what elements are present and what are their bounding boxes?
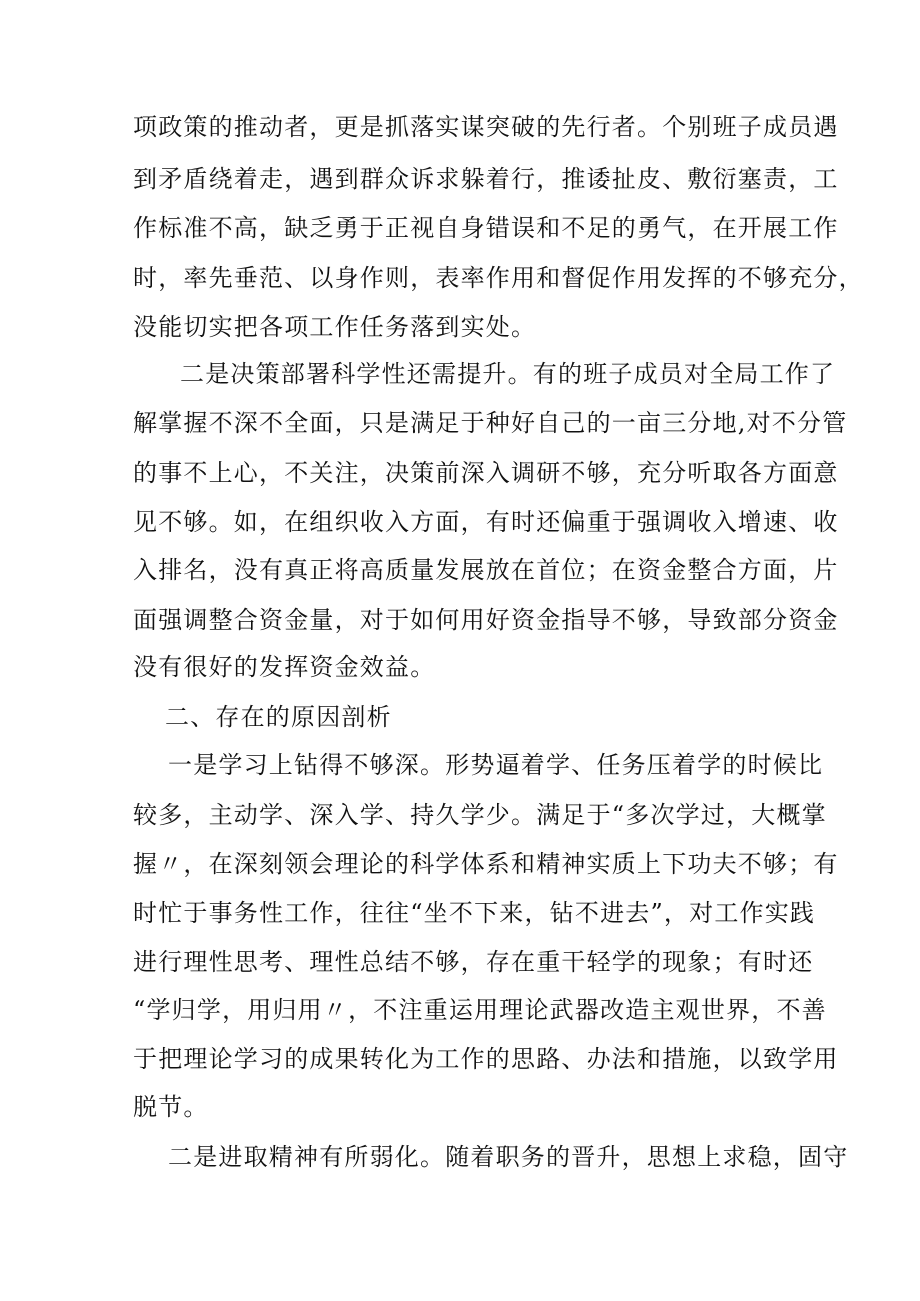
paragraph-line: 时忙于事务性工作，往往“坐不下来，钻不进去”，对工作实践 — [133, 899, 816, 927]
paragraph-line: 没能切实把各项工作任务落到实处。 — [133, 313, 537, 341]
paragraph-line: 面强调整合资金量，对于如何用好资金指导不够，导致部分资金 — [133, 606, 839, 634]
paragraph-line: 脱节。 — [133, 1093, 209, 1121]
paragraph-line: 解掌握不深不全面，只是满足于种好自己的一亩三分地,对不分管 — [133, 409, 848, 437]
paragraph-line: 到矛盾绕着走，遇到群众诉求躲着行，推诿扯皮、敷衍塞责，工 — [133, 165, 839, 193]
section-heading: 二、存在的原因剖析 — [165, 703, 392, 731]
paragraph-line: 二是决策部署科学性还需提升。有的班子成员对全局工作了 — [180, 360, 836, 388]
paragraph-line: 进行理性思考、理性总结不够，存在重干轻学的现象；有时还 — [133, 948, 814, 976]
paragraph-line: 的事不上心，不关注，决策前深入调研不够，充分听取各方面意 — [133, 459, 839, 487]
paragraph-line: 较多，主动学、深入学、持久学少。满足于“多次学过，大概掌 — [133, 801, 827, 829]
paragraph-line: 没有很好的发挥资金效益。 — [133, 653, 436, 681]
paragraph-line: 时，率先垂范、以身作则，表率作用和督促作用发挥的不够充分， — [133, 264, 864, 292]
paragraph-line: 见不够。如，在组织收入方面，有时还偏重于强调收入增速、收 — [133, 508, 839, 536]
paragraph-line: 作标准不高，缺乏勇于正视自身错误和不足的勇气，在开展工作 — [133, 214, 839, 242]
paragraph-line: 于把理论学习的成果转化为工作的思路、办法和措施，以致学用 — [133, 1045, 839, 1073]
paragraph-line: 握〃，在深刻领会理论的科学体系和精神实质上下功夫不够；有 — [133, 850, 839, 878]
paragraph-line: 二是进取精神有所弱化。随着职务的晋升，思想上求稳，固守 — [168, 1143, 849, 1171]
paragraph-line: “学归学，用归用〃，不注重运用理论武器改造主观世界，不善 — [133, 996, 827, 1024]
paragraph-line: 一是学习上钻得不够深。形势逼着学、任务压着学的时候比 — [168, 751, 824, 779]
paragraph-line: 项政策的推动者，更是抓落实谋突破的先行者。个别班子成员遇 — [133, 113, 839, 141]
paragraph-line: 入排名，没有真正将高质量发展放在首位；在资金整合方面，片 — [133, 556, 839, 584]
